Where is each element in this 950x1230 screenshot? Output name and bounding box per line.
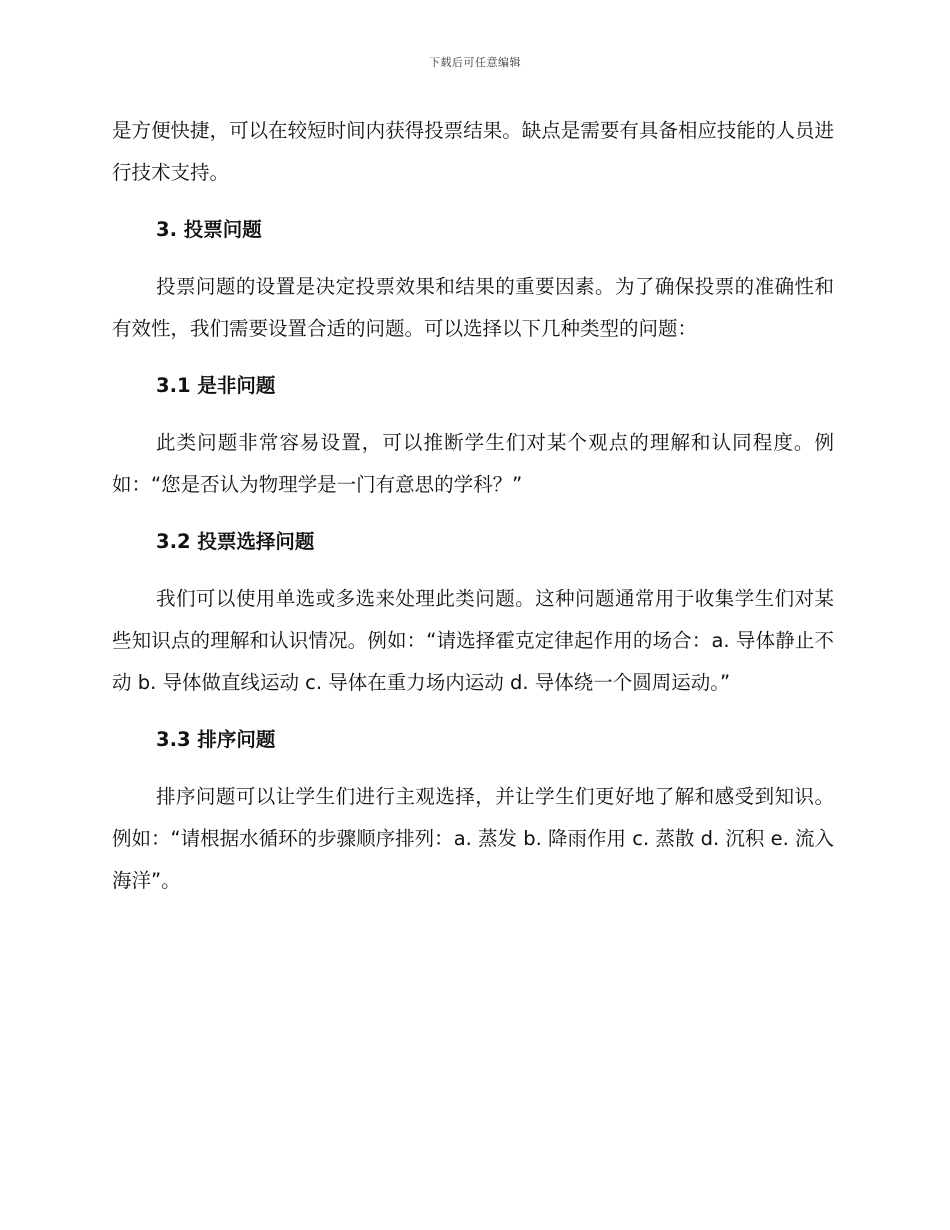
page-header: 下载后可任意编辑 [429,56,521,69]
section-heading-choice: 3.2 投票选择问题 [156,530,315,553]
paragraph-continuation: 是方便快捷，可以在较短时间内获得投票结果。缺点是需要有具备相应技能的人员进行技术支持。 [112,119,834,184]
section-heading-ranking: 3.3 排序问题 [156,728,276,751]
paragraph-ranking: 排序问题可以让学生们进行主观选择，并让学生们更好地了解和感受到知识。例如：“请根据水循环的步骤顺序排列：a. 蒸发 b. 降雨作用 c. 蒸散 d. 沉积 e. 流入海洋”。 [112,785,834,892]
section-heading-yes-no: 3.1 是非问题 [156,374,276,397]
document-body [112,110,834,902]
section-heading-voting-questions: 3. 投票问题 [156,218,262,241]
paragraph-voting-questions: 投票问题的设置是决定投票效果和结果的重要因素。为了确保投票的准确性和有效性，我们需要设置合适的问题。可以选择以下几种类型的问题： [112,275,834,340]
paragraph-yes-no: 此类问题非常容易设置，可以推断学生们对某个观点的理解和认同程度。例如：“您是否认为物理学是一门有意思的学科？” [112,431,834,496]
paragraph-choice: 我们可以使用单选或多选来处理此类问题。这种问题通常用于收集学生们对某些知识点的理解和认识情况。例如：“请选择霍克定律起作用的场合：a. 导体静止不动 b. 导体做直线运动 c. 导体在重力场内运动 d. 导体绕一个圆周运动。” [112,587,834,694]
